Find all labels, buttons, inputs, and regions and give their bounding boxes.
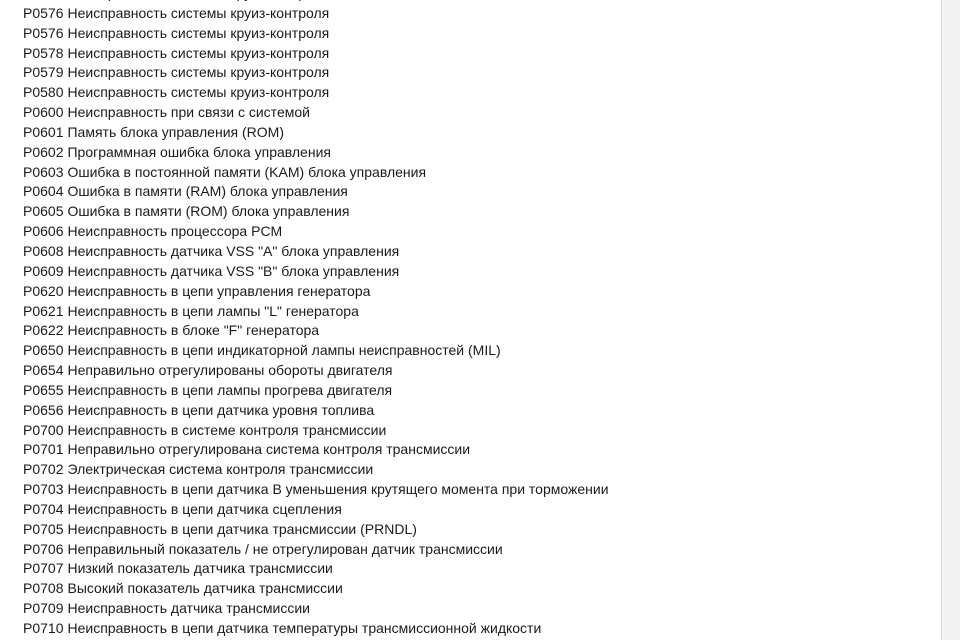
error-code: P0656: [23, 401, 64, 418]
code-row: [23, 182, 609, 202]
error-description: Неисправность системы круиз-контроля: [67, 44, 330, 61]
error-description: Неисправность процессора PCM: [67, 223, 283, 240]
code-row: [23, 401, 609, 421]
error-description: Низкий показатель датчика трансмиссии: [67, 560, 333, 577]
error-description: Неисправность в цепи управления генератора: [67, 282, 371, 299]
error-code: P0609: [23, 262, 64, 279]
error-description: Неисправность в блоке "F" генератора: [67, 322, 320, 339]
error-description: Высокий показатель датчика трансмиссии: [67, 580, 343, 597]
code-row: [23, 540, 609, 560]
error-code: P0579: [23, 64, 64, 81]
code-row: [23, 579, 609, 599]
code-row: [23, 559, 609, 579]
error-description: Ошибка в постоянной памяти (KAM) блока управления: [67, 163, 427, 180]
error-description: Неисправность системы круиз-контроля: [67, 24, 330, 41]
error-description: Ошибка в памяти (RAM) блока управления: [67, 183, 348, 200]
error-code: P0580: [23, 84, 64, 101]
error-code: P0700: [23, 421, 64, 438]
error-code: P0707: [23, 560, 64, 577]
error-code: P0709: [23, 600, 64, 617]
error-code: P0702: [23, 461, 64, 478]
error-code: P0654: [23, 362, 64, 379]
error-code: P0655: [23, 381, 64, 398]
error-description: Неисправность датчика VSS "B" блока управления: [67, 262, 400, 279]
error-description: Неисправность в системе контроля трансмиссии: [67, 421, 387, 438]
error-description: Неисправность в цепи датчика уровня топлива: [67, 401, 375, 418]
error-description: Неисправность в цепи индикаторной лампы неисправностей (MIL): [67, 342, 501, 359]
error-description: Неисправность системы круиз-контроля: [67, 4, 330, 21]
error-description: Неправильный показатель / не отрегулирован датчик трансмиссии: [67, 540, 503, 557]
error-description: Неисправность в цепи датчика сцепления: [67, 500, 342, 517]
code-row: [23, 143, 609, 163]
error-code: P0710: [23, 620, 64, 636]
error-description: Неисправность в цепи лампы "L" генератора: [67, 302, 359, 319]
error-code: P0622: [23, 322, 64, 339]
error-code: [23, 0, 63, 1]
error-description: Неисправность в цепи датчика температуры трансмиссионной жидкости: [67, 620, 542, 636]
code-row: [23, 520, 609, 540]
error-code: P0706: [23, 540, 64, 557]
error-description: Неправильно отрегулированы обороты двигателя: [67, 362, 393, 379]
code-row: [23, 4, 609, 24]
error-description: [67, 0, 329, 1]
error-description: Неисправность датчика VSS "A" блока управления: [67, 242, 400, 259]
code-row: [23, 24, 609, 44]
error-code: P0578: [23, 44, 64, 61]
code-row: [23, 321, 609, 341]
error-code: P0604: [23, 183, 64, 200]
error-code: P0650: [23, 342, 64, 359]
code-row: [23, 262, 609, 282]
error-code: P0600: [23, 104, 64, 121]
code-row: [23, 440, 609, 460]
code-row: [23, 123, 609, 143]
error-code: P0601: [23, 123, 64, 140]
code-row: [23, 361, 609, 381]
error-code: P0701: [23, 441, 64, 458]
code-row: [23, 242, 609, 262]
error-code: P0605: [23, 203, 64, 220]
error-description: Память блока управления (ROM): [67, 123, 284, 140]
code-row: [23, 341, 609, 361]
error-description: Неисправность датчика трансмиссии: [67, 600, 310, 617]
code-row: [23, 202, 609, 222]
error-code: P0602: [23, 143, 64, 160]
code-row: [23, 83, 609, 103]
error-description: Неисправность системы круиз-контроля: [67, 64, 330, 81]
code-row: [23, 103, 609, 123]
code-row: [23, 282, 609, 302]
code-row: [23, 460, 609, 480]
code-row: [23, 619, 609, 639]
code-row: [23, 421, 609, 441]
error-code: P0703: [23, 481, 64, 498]
error-code: P0705: [23, 520, 64, 537]
error-description: Неисправность в цепи лампы прогрева двигателя: [67, 381, 393, 398]
error-description: Ошибка в памяти (ROM) блока управления: [67, 203, 350, 220]
code-row: [23, 480, 609, 500]
code-row: [23, 163, 609, 183]
code-row: [23, 599, 609, 619]
code-row: [23, 44, 609, 64]
error-code: P0621: [23, 302, 64, 319]
error-code-list: [23, 0, 609, 639]
error-description: Неисправность при связи с системой: [67, 104, 310, 121]
error-code: P0576: [23, 4, 64, 21]
error-description: Неисправность системы круиз-контроля: [67, 84, 330, 101]
error-code: P0704: [23, 500, 64, 517]
code-row: [23, 302, 609, 322]
code-row: [23, 63, 609, 83]
error-description: Неисправность в цепи датчика трансмиссии (PRNDL): [67, 520, 417, 537]
error-description: Неправильно отрегулирована система контроля трансмиссии: [67, 441, 471, 458]
error-code: P0603: [23, 163, 64, 180]
error-code: P0620: [23, 282, 64, 299]
error-code: P0606: [23, 223, 64, 240]
code-row: [23, 222, 609, 242]
code-row: [23, 381, 609, 401]
error-description: Электрическая система контроля трансмиссии: [67, 461, 374, 478]
code-row: [23, 500, 609, 520]
error-code: P0608: [23, 242, 64, 259]
error-description: Программная ошибка блока управления: [67, 143, 331, 160]
error-description: Неисправность в цепи датчика B уменьшения крутящего момента при торможении: [67, 481, 609, 498]
vertical-scrollbar[interactable]: [941, 0, 960, 640]
error-code: P0708: [23, 580, 64, 597]
error-code: P0576: [23, 24, 64, 41]
